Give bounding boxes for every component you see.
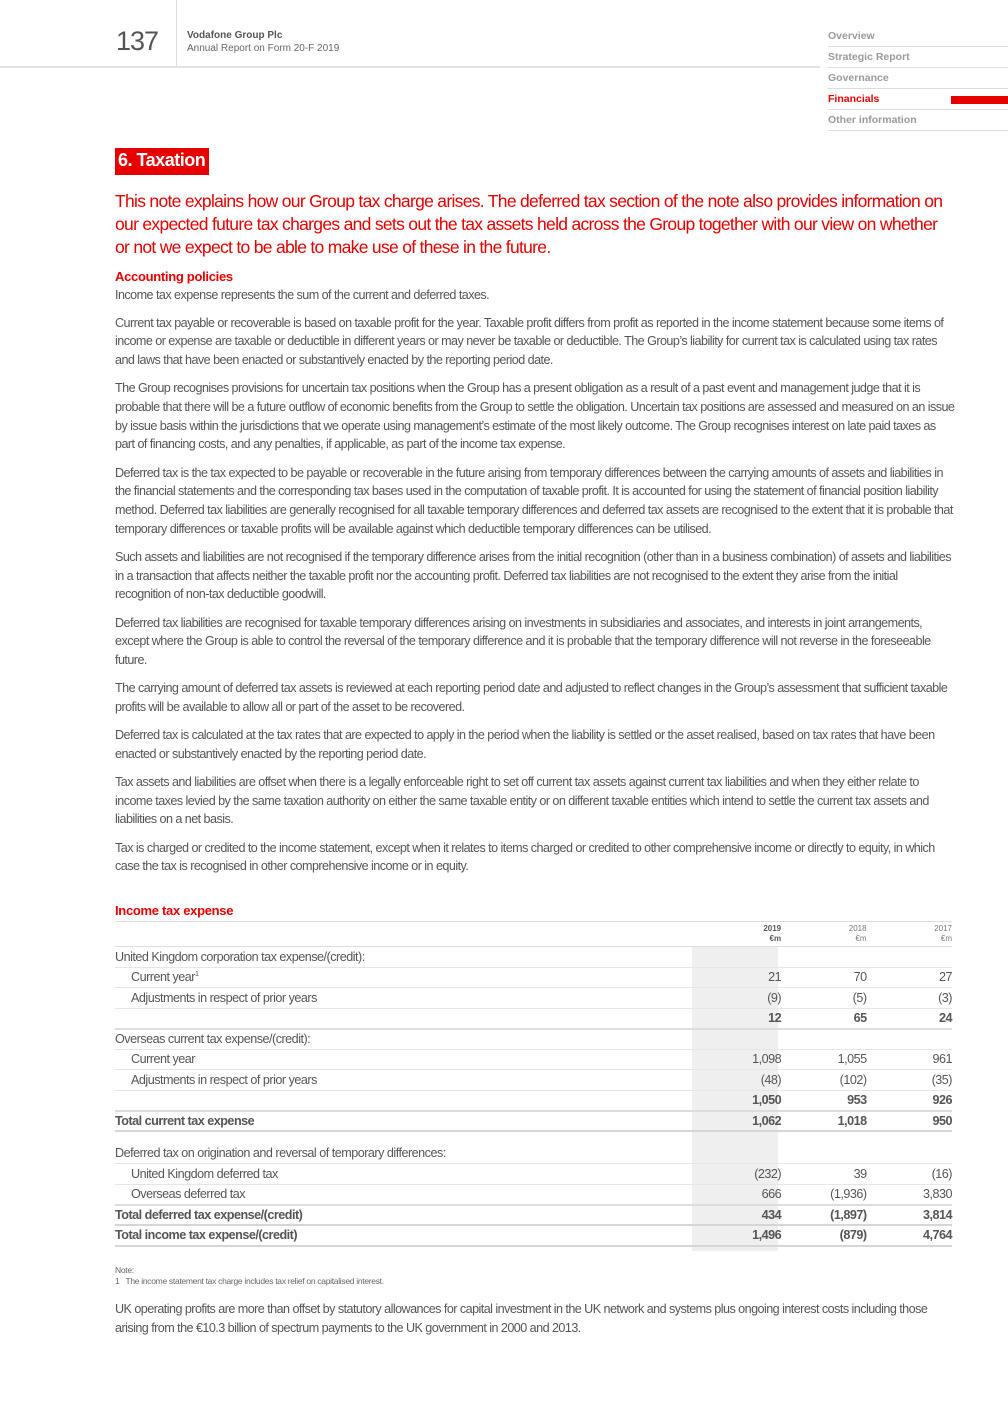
cell-2017: 3,830: [867, 1184, 952, 1205]
column-header-2017: 2017 €m: [934, 924, 952, 943]
cell-2018: 1,018: [781, 1111, 866, 1132]
policy-paragraph: The carrying amount of deferred tax assets is reviewed at each reporting period date and adjusted to reflect changes in the Group’s assessment that sufficient taxable profits will be available to allow all or part of the asset to be recovered.: [115, 681, 948, 714]
cell-2019: 1,050: [696, 1090, 781, 1111]
grand-total-row: [115, 1225, 952, 1246]
active-section-indicator: [951, 96, 1008, 104]
row-label: United Kingdom deferred tax: [115, 1164, 696, 1185]
section-nav: [828, 26, 1008, 131]
cell-2018: (102): [781, 1070, 866, 1091]
cell-2017: 4,764: [867, 1225, 952, 1246]
cell-2019: 666: [696, 1184, 781, 1205]
row-label: Current year: [115, 1049, 696, 1070]
row-label: Total current tax expense: [115, 1111, 696, 1132]
nav-item-strategic-report[interactable]: [828, 47, 1008, 68]
table-row: [115, 1164, 952, 1185]
cell-2018: 39: [781, 1164, 866, 1185]
section-intro: This note explains how our Group tax charge arises. The deferred tax section of the note also provides information on our expected future tax charges and sets out the tax assets held across the Group together with our view on whether or not we expect to be able to make use of these in the future.: [115, 191, 943, 257]
policy-paragraph: Current tax payable or recoverable is based on taxable profit for the year. Taxable profit differs from profit as reported in the income statement because some items of income or expense are taxable or deductible in different years or may never be taxable or deductible. The Group’s liability for current tax is calculated using tax rates and laws that have been enacted or substantively enacted by the reporting period date.: [115, 315, 944, 368]
table-row: [115, 1029, 952, 1050]
cell-2019: 434: [696, 1205, 781, 1226]
row-label: Adjustments in respect of prior years: [115, 988, 696, 1009]
table-row: [115, 1049, 952, 1070]
cell-2017: (3): [867, 988, 952, 1009]
cell-2019: 1,496: [696, 1225, 781, 1246]
cell-2017: 27: [867, 967, 952, 988]
policy-paragraph: Tax assets and liabilities are offset when there is a legally enforceable right to set off current tax assets against current tax liabilities and when they either relate to income taxes levied by the same taxation authority on either the same taxable entity or on different taxable entities which intend to settle the current tax assets and liabilities on a net basis.: [115, 774, 929, 827]
nav-label: Strategic Report: [828, 51, 910, 63]
cell-2019: 1,098: [696, 1049, 781, 1070]
nav-label: Financials: [828, 93, 880, 105]
nav-item-overview[interactable]: [828, 26, 1008, 47]
cell-2019: 12: [696, 1008, 781, 1029]
table-row: [115, 988, 952, 1009]
row-label: Current year$^1$: [115, 967, 696, 988]
nav-item-governance[interactable]: [828, 68, 1008, 89]
cell-2018: (1,936): [781, 1184, 866, 1205]
spacer-row: [115, 1131, 952, 1143]
accounting-policies: [115, 268, 955, 885]
table-row: [115, 967, 952, 988]
cell-2018: 65: [781, 1008, 866, 1029]
policy-paragraph: Deferred tax liabilities are recognised for taxable temporary differences arising on investments in subsidiaries and associates, and interests in joint arrangements, except where the Group is able to control the reversal of the temporary difference and it is probable that the temporary difference will not reverse in the foreseeable future.: [115, 615, 931, 667]
total-row: [115, 1205, 952, 1226]
cell-2019: (9): [696, 988, 781, 1009]
closing-paragraph: UK operating profits are more than offset by statutory allowances for capital investment in the UK network and systems plus ongoing interest costs including those arising from the €10.3 billion of spectrum payments to the UK government in 2000 and 2013.: [115, 1302, 928, 1335]
cell-2017: (35): [867, 1070, 952, 1091]
accounting-policies-heading: Accounting policies: [115, 269, 233, 284]
cell-2018: (5): [781, 988, 866, 1009]
policy-paragraph: Deferred tax is the tax expected to be payable or recoverable in the future arising from temporary differences between the carrying amounts of assets and liabilities in the financial statements and the corresponding tax bases used in the computation of taxable profit. It is accounted for using the statement of financial position liability method. Deferred tax liabilities are generally recognised for all taxable temporary differences and deferred tax assets are recognised to the extent that it is probable that temporary differences or taxable profits will be available against which deductible temporary differences can be utilised.: [115, 465, 953, 536]
note-label: Note:: [115, 1265, 134, 1275]
cell-2017: 926: [867, 1090, 952, 1111]
column-header-2019: 2019 €m: [763, 924, 782, 943]
table-header-row: [115, 922, 952, 947]
income-tax-table-title: Income tax expense: [115, 903, 952, 922]
nav-label: Governance: [828, 72, 889, 84]
report-name: Annual Report on Form 20-F 2019: [187, 43, 340, 54]
cell-2019: (232): [696, 1164, 781, 1185]
nav-label: Overview: [828, 30, 875, 42]
cell-2017: (16): [867, 1164, 952, 1185]
income-tax-table: [115, 922, 952, 1247]
table-row: [115, 947, 952, 968]
policy-paragraph: Income tax expense represents the sum of the current and deferred taxes.: [115, 288, 490, 302]
cell-2019: 21: [696, 967, 781, 988]
policy-paragraph: Such assets and liabilities are not recognised if the temporary difference arises from the initial recognition (other than in a business combination) of assets and liabilities in a transaction that affects neither the taxable profit nor the accounting profit. Deferred tax liabilities are not recognised to the extent they arise from the initial recognition of non-tax deductible goodwill.: [115, 549, 951, 602]
table-note: [115, 1265, 384, 1287]
cell-2017: 950: [867, 1111, 952, 1132]
cell-2019: (48): [696, 1070, 781, 1091]
subtotal-row: [115, 1008, 952, 1029]
table-row: [115, 1184, 952, 1205]
cell-2018: (879): [781, 1225, 866, 1246]
nav-item-financials[interactable]: [828, 89, 1008, 110]
row-label: United Kingdom corporation tax expense/(credit):: [115, 947, 696, 968]
row-label: Adjustments in respect of prior years: [115, 1070, 696, 1091]
page-number: 137: [116, 26, 159, 56]
column-header-2018: 2018 €m: [848, 924, 867, 943]
cell-2017: 961: [867, 1049, 952, 1070]
policy-paragraph: Deferred tax is calculated at the tax rates that are expected to apply in the period when the liability is settled or the asset realised, based on tax rates that have been enacted or substantively enacted by the reporting period date.: [115, 728, 935, 761]
table-row: [115, 1070, 952, 1091]
policy-paragraph: Tax is charged or credited to the income statement, except when it relates to items charged or credited to other comprehensive income or directly to equity, in which case the tax is recognised in other comprehensive income or in equity.: [115, 840, 935, 874]
footnote-1: 1 The income statement tax charge includes tax relief on capitalised interest.: [115, 1276, 384, 1286]
nav-item-other-information[interactable]: [828, 110, 1008, 131]
total-row: [115, 1111, 952, 1132]
income-tax-expense-section: [115, 903, 952, 1247]
footnote-ref: 1: [195, 971, 199, 979]
row-label: Deferred tax on origination and reversal of temporary differences:: [115, 1143, 696, 1164]
cell-2017: 3,814: [867, 1205, 952, 1226]
cell-2019: 1,062: [696, 1111, 781, 1132]
row-label: Overseas current tax expense/(credit):: [115, 1029, 696, 1050]
row-label: Overseas deferred tax: [115, 1184, 696, 1205]
row-label: Total deferred tax expense/(credit): [115, 1205, 696, 1226]
subtotal-row: [115, 1090, 952, 1111]
nav-label: Other information: [828, 114, 917, 126]
cell-2018: 1,055: [781, 1049, 866, 1070]
header-rule: [0, 66, 820, 68]
row-label: Total income tax expense/(credit): [115, 1225, 696, 1246]
table-row: [115, 1143, 952, 1164]
cell-2017: 24: [867, 1008, 952, 1029]
company-name: Vodafone Group Plc: [187, 30, 283, 41]
policy-paragraph: The Group recognises provisions for uncertain tax positions when the Group has a present obligation as a result of a past event and management judge that it is probable that there will be a future outflow of economic benefits from the Group to settle the obligation. Uncertain tax positions are assessed and measured on an issue by issue basis within the jurisdictions that we operate using management’s estimate of the most likely outcome. The Group recognises interest on late paid taxes as part of financing costs, and any penalties, if applicable, as part of the income tax expense.: [115, 381, 955, 452]
section-title: 6. Taxation: [115, 148, 209, 175]
cell-2018: 953: [781, 1090, 866, 1111]
header-divider: [176, 0, 177, 66]
cell-2018: (1,897): [781, 1205, 866, 1226]
cell-2018: 70: [781, 967, 866, 988]
